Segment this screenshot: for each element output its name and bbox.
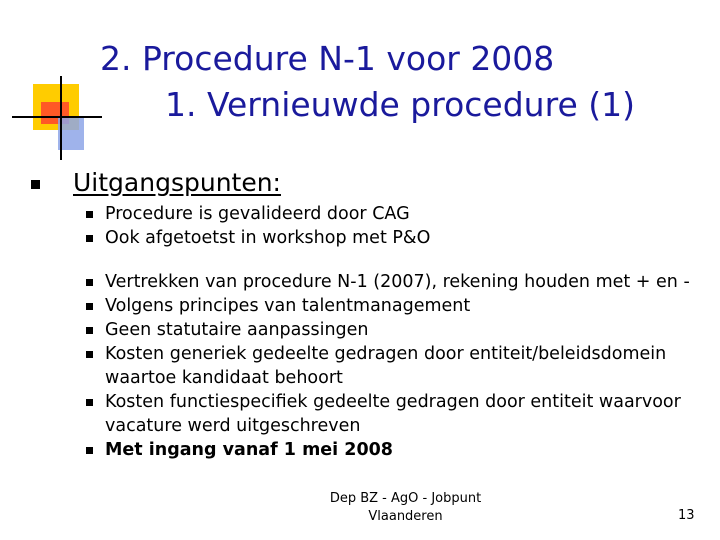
page-number: 13 xyxy=(678,508,695,523)
bullet-icon xyxy=(86,447,93,454)
list-item-text: Ook afgetoetst in workshop met P&O xyxy=(105,228,431,248)
footer-line-2: Vlaanderen xyxy=(368,509,443,524)
list-item xyxy=(86,342,716,390)
footer-line-1: Dep BZ - AgO - Jobpunt xyxy=(329,491,482,506)
list-item xyxy=(86,270,716,294)
list-item-text: Vertrekken van procedure N-1 (2007), rekening houden met + en - xyxy=(105,272,690,292)
bullet-icon xyxy=(86,211,93,218)
bullet-icon xyxy=(86,399,93,406)
bullet-icon xyxy=(86,279,93,286)
list-item xyxy=(86,318,716,342)
list-item-text: Kosten generiek gedeelte gedragen door entiteit/beleidsdomein waartoe kandidaat behoort xyxy=(105,344,667,388)
footer-text xyxy=(318,490,493,526)
list-item xyxy=(86,202,716,226)
list-item-text: Volgens principes van talentmanagement xyxy=(105,296,471,316)
bullet-icon xyxy=(86,235,93,242)
list-item-text: Kosten functiespecifiek gedeelte gedragen door entiteit waarvoor vacature werd uitgeschreven xyxy=(105,392,681,436)
list-item-text: Geen statutaire aanpassingen xyxy=(105,320,369,340)
section-heading: Uitgangspunten: xyxy=(73,168,281,197)
list-item xyxy=(86,226,716,250)
slide-title xyxy=(0,36,720,128)
bullet-icon xyxy=(86,303,93,310)
list-item xyxy=(86,294,716,318)
bullet-icon xyxy=(86,351,93,358)
list-item-text: Procedure is gevalideerd door CAG xyxy=(105,204,410,224)
list-item xyxy=(86,390,716,438)
title-line-1: 2. Procedure N-1 voor 2008 xyxy=(100,39,555,78)
title-line-2: 1. Vernieuwde procedure (1) xyxy=(165,85,635,124)
heading-bullet-icon xyxy=(31,180,40,189)
bullet-list xyxy=(86,202,716,462)
list-item-text: Met ingang vanaf 1 mei 2008 xyxy=(105,440,393,460)
bullet-icon xyxy=(86,327,93,334)
list-item xyxy=(86,438,716,462)
